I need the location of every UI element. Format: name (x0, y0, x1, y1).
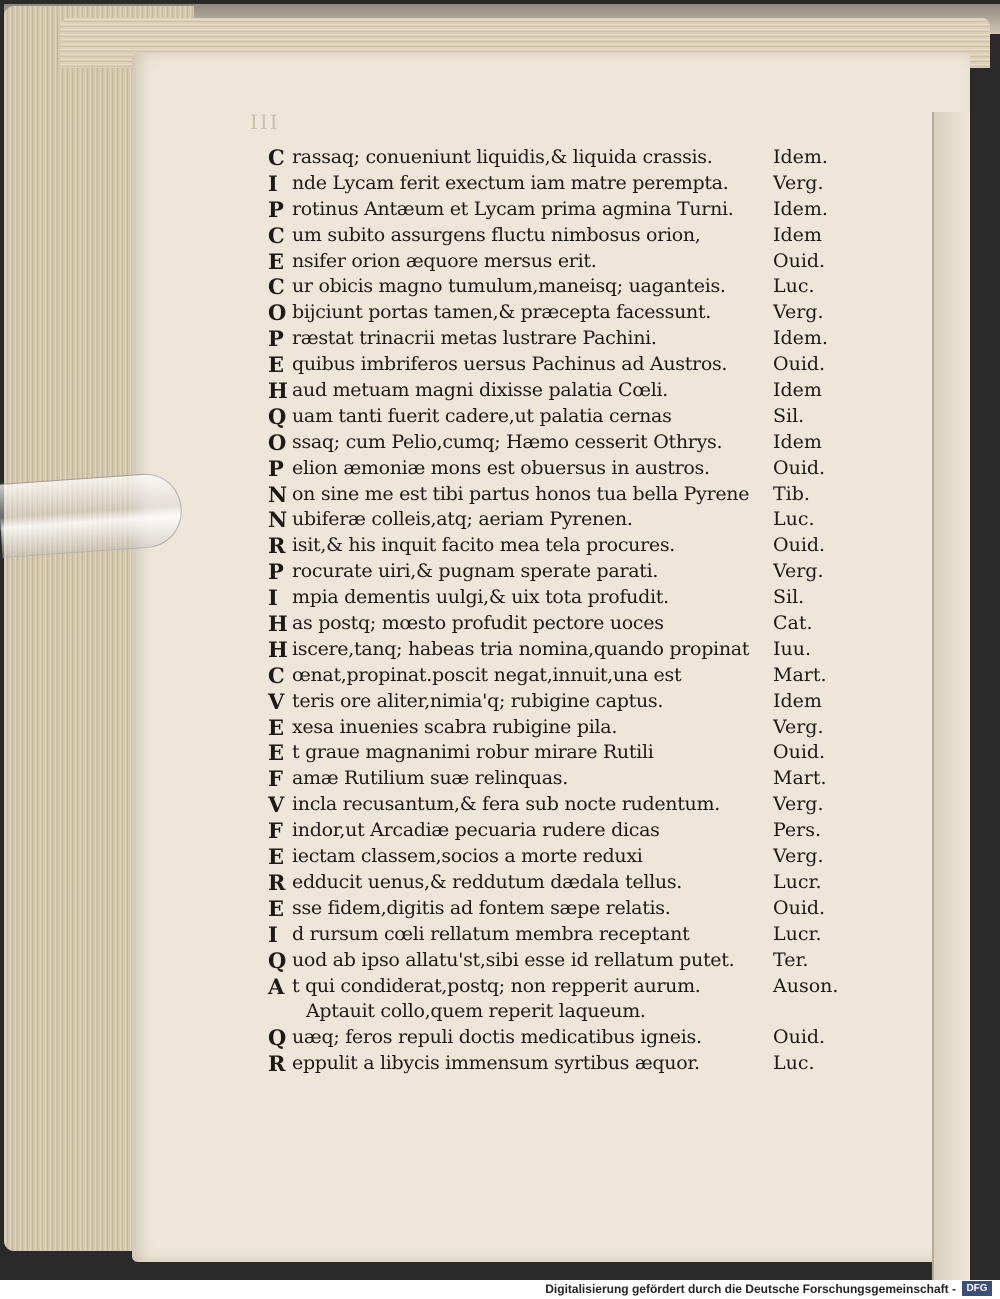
verse-text: elion æmoniæ mons est obuersus in austros. (292, 456, 710, 479)
verse-initial: Q (268, 947, 287, 973)
verse-line (268, 844, 868, 870)
verse-initial: H (268, 378, 288, 404)
verse-line (268, 999, 868, 1025)
verse-text: sse fidem,digitis ad fontem sæpe relatis. (292, 896, 671, 919)
verse-line (268, 740, 868, 766)
verse-author: Pers. (773, 819, 822, 842)
verse-author: Luc. (773, 508, 815, 531)
verse-author: Ouid. (773, 1026, 826, 1049)
verse-initial: I (268, 585, 278, 611)
verse-author: Verg. (773, 845, 824, 868)
verse-initial: P (268, 559, 284, 585)
verse-line (268, 896, 868, 922)
verse-text: rassaq; conueniunt liquidis,& liquida crassis. (292, 146, 713, 168)
verse-author: Verg. (773, 171, 824, 194)
verse-line (268, 533, 868, 559)
verse-text: ssaq; cum Pelio,cumq; Hæmo cesserit Othrys. (292, 430, 723, 453)
verse-text: ræstat trinacrii metas lustrare Pachini. (292, 327, 657, 350)
verse-text: ubiferæ colleis,atq; aeriam Pyrenen. (292, 508, 633, 531)
verse-line (268, 637, 868, 663)
verse-author: Idem (773, 430, 822, 453)
verse-text: eppulit a libycis immensum syrtibus æquor. (292, 1052, 700, 1075)
verse-initial: F (268, 818, 283, 844)
verse-author: Iuu. (773, 637, 812, 660)
verse-author: Mart. (773, 767, 827, 790)
verse-line (268, 482, 868, 508)
verse-line (268, 818, 868, 844)
verse-line (268, 559, 868, 585)
verse-line (268, 145, 868, 171)
verse-line (268, 611, 868, 637)
verse-line (268, 507, 868, 533)
verse-initial: H (268, 611, 288, 637)
verse-author: Ter. (773, 948, 809, 971)
footer-bar (0, 1280, 1000, 1299)
verse-text: t qui condiderat,postq; non repperit aurum. (292, 974, 701, 997)
verse-initial: O (268, 429, 287, 455)
verse-line (268, 792, 868, 818)
verse-text: rotinus Antæum et Lycam prima agmina Turni. (292, 197, 734, 220)
verse-text: indor,ut Arcadiæ pecuaria rudere dicas (292, 819, 660, 842)
verse-text: Aptauit collo,quem reperit laqueum. (306, 1000, 646, 1023)
verse-line (268, 456, 868, 482)
verse-text: bijciunt portas tamen,& præcepta facessunt. (292, 301, 712, 324)
verse-author: Ouid. (773, 456, 826, 479)
verse-author: Lucr. (773, 870, 822, 893)
verse-text: on sine me est tibi partus honos tua bella Pyrene (292, 482, 750, 505)
verse-author: Luc. (773, 1052, 815, 1075)
verse-line (268, 352, 868, 378)
verse-initial: P (268, 455, 284, 481)
verse-initial: E (268, 714, 285, 740)
verse-initial: R (268, 533, 286, 559)
verse-line (268, 715, 868, 741)
verse-text: uam tanti fuerit cadere,ut palatia cernas (292, 404, 672, 427)
verse-initial: R (268, 869, 286, 895)
verse-author: Luc. (773, 275, 815, 298)
verse-author: Verg. (773, 715, 824, 738)
verse-text: aud metuam magni dixisse palatia Cœli. (292, 379, 669, 402)
verse-initial: V (268, 792, 285, 818)
verse-author: Idem. (773, 146, 828, 168)
verse-text: edducit uenus,& reddutum dædala tellus. (292, 870, 683, 893)
verse-author: Sil. (773, 586, 805, 609)
verse-author: Mart. (773, 663, 827, 686)
verse-line (268, 1051, 868, 1077)
verse-text: ur obicis magno tumulum,maneisq; uaganteis. (292, 275, 726, 298)
verse-initial: O (268, 300, 287, 326)
verse-line (268, 300, 868, 326)
verse-author: Ouid. (773, 249, 826, 272)
digitization-credit: Digitalisierung gefördert durch die Deutsche Forschungsgemeinschaft - (545, 1282, 956, 1296)
verse-author: Lucr. (773, 922, 822, 945)
verse-initial: E (268, 352, 285, 378)
verse-list (268, 145, 868, 1077)
verse-line (268, 197, 868, 223)
dfg-logo: DFG (962, 1281, 992, 1296)
verse-initial: C (268, 222, 285, 248)
verse-initial: C (268, 145, 285, 170)
verse-line (268, 326, 868, 352)
verse-line (268, 274, 868, 300)
verse-text: œnat,propinat.poscit negat,innuit,una est (292, 663, 682, 686)
verse-initial: N (268, 507, 288, 533)
verse-text: quibus imbriferos uersus Pachinus ad Austros. (292, 353, 728, 376)
verse-line (268, 430, 868, 456)
verse-initial: E (268, 844, 285, 870)
verse-line (268, 171, 868, 197)
verse-author: Idem (773, 689, 822, 712)
verse-author: Auson. (773, 974, 839, 997)
verse-text: teris ore aliter,nimia'q; rubigine captus. (292, 689, 664, 712)
verse-text: uæq; feros repuli doctis medicatibus igneis. (292, 1026, 702, 1049)
verse-initial: C (268, 274, 285, 300)
verse-initial: P (268, 326, 284, 352)
verse-text: incla recusantum,& fera sub nocte rudentum. (292, 793, 720, 816)
verse-text: isit,& his inquit facito mea tela procures. (292, 534, 676, 557)
verse-author: Verg. (773, 560, 824, 583)
glass-page-holder (0, 471, 184, 558)
verse-initial: V (268, 688, 285, 714)
verse-initial: A (268, 973, 285, 999)
verse-initial: H (268, 636, 288, 662)
verse-line (268, 689, 868, 715)
verse-initial: N (268, 481, 288, 507)
verse-initial: I (268, 170, 278, 196)
verse-author: Ouid. (773, 896, 826, 919)
verse-line (268, 974, 868, 1000)
verse-author: Tib. (773, 482, 810, 505)
verse-text: rocurate uiri,& pugnam sperate parati. (292, 560, 659, 583)
verse-text: as postq; mœsto profudit pectore uoces (292, 612, 664, 635)
verse-initial: E (268, 740, 285, 766)
verse-author: Verg. (773, 793, 824, 816)
verse-author: Idem. (773, 327, 828, 350)
verse-initial: I (268, 921, 278, 947)
verse-author: Cat. (773, 612, 813, 635)
verse-initial: Q (268, 1025, 287, 1051)
verse-initial: P (268, 196, 284, 222)
verse-author: Ouid. (773, 741, 826, 764)
verse-author: Idem (773, 223, 822, 246)
verse-line (268, 404, 868, 430)
verse-line (268, 378, 868, 404)
folio-number: III (250, 110, 280, 134)
verse-author: Verg. (773, 301, 824, 324)
verse-line (268, 766, 868, 792)
verse-author: Idem. (773, 197, 828, 220)
verse-author: Ouid. (773, 353, 826, 376)
verse-line (268, 948, 868, 974)
verse-line (268, 223, 868, 249)
verse-line (268, 922, 868, 948)
verse-initial: C (268, 662, 285, 688)
verse-author: Idem (773, 379, 822, 402)
verse-text: d rursum cœli rellatum membra receptant (292, 922, 690, 945)
verse-text: iectam classem,socios a morte reduxi (292, 845, 643, 868)
verse-initial: R (268, 1051, 286, 1077)
verse-text: amæ Rutilium suæ relinquas. (292, 767, 568, 790)
verse-initial: E (268, 248, 285, 274)
facing-page-edge (932, 112, 970, 1280)
verse-text: uod ab ipso allatu'st,sibi esse id rellatum putet. (292, 948, 735, 971)
verse-line (268, 1025, 868, 1051)
verse-text: mpia dementis uulgi,& uix tota profudit. (292, 586, 669, 609)
verse-initial: Q (268, 403, 287, 429)
verse-author: Ouid. (773, 534, 826, 557)
verse-line (268, 585, 868, 611)
verse-text: t graue magnanimi robur mirare Rutili (292, 741, 654, 764)
verse-author: Sil. (773, 404, 805, 427)
verse-text: iscere,tanq; habeas tria nomina,quando propinat (292, 637, 750, 660)
verse-initial: E (268, 895, 285, 921)
verse-initial: F (268, 766, 283, 792)
verse-text: nsifer orion æquore mersus erit. (292, 249, 597, 272)
verse-text: nde Lycam ferit exectum iam matre perempta. (292, 171, 729, 194)
verse-line (268, 663, 868, 689)
verse-line (268, 870, 868, 896)
verse-text: um subito assurgens fluctu nimbosus orion, (292, 223, 701, 246)
verse-line (268, 249, 868, 275)
verse-text: xesa inuenies scabra rubigine pila. (292, 715, 618, 738)
